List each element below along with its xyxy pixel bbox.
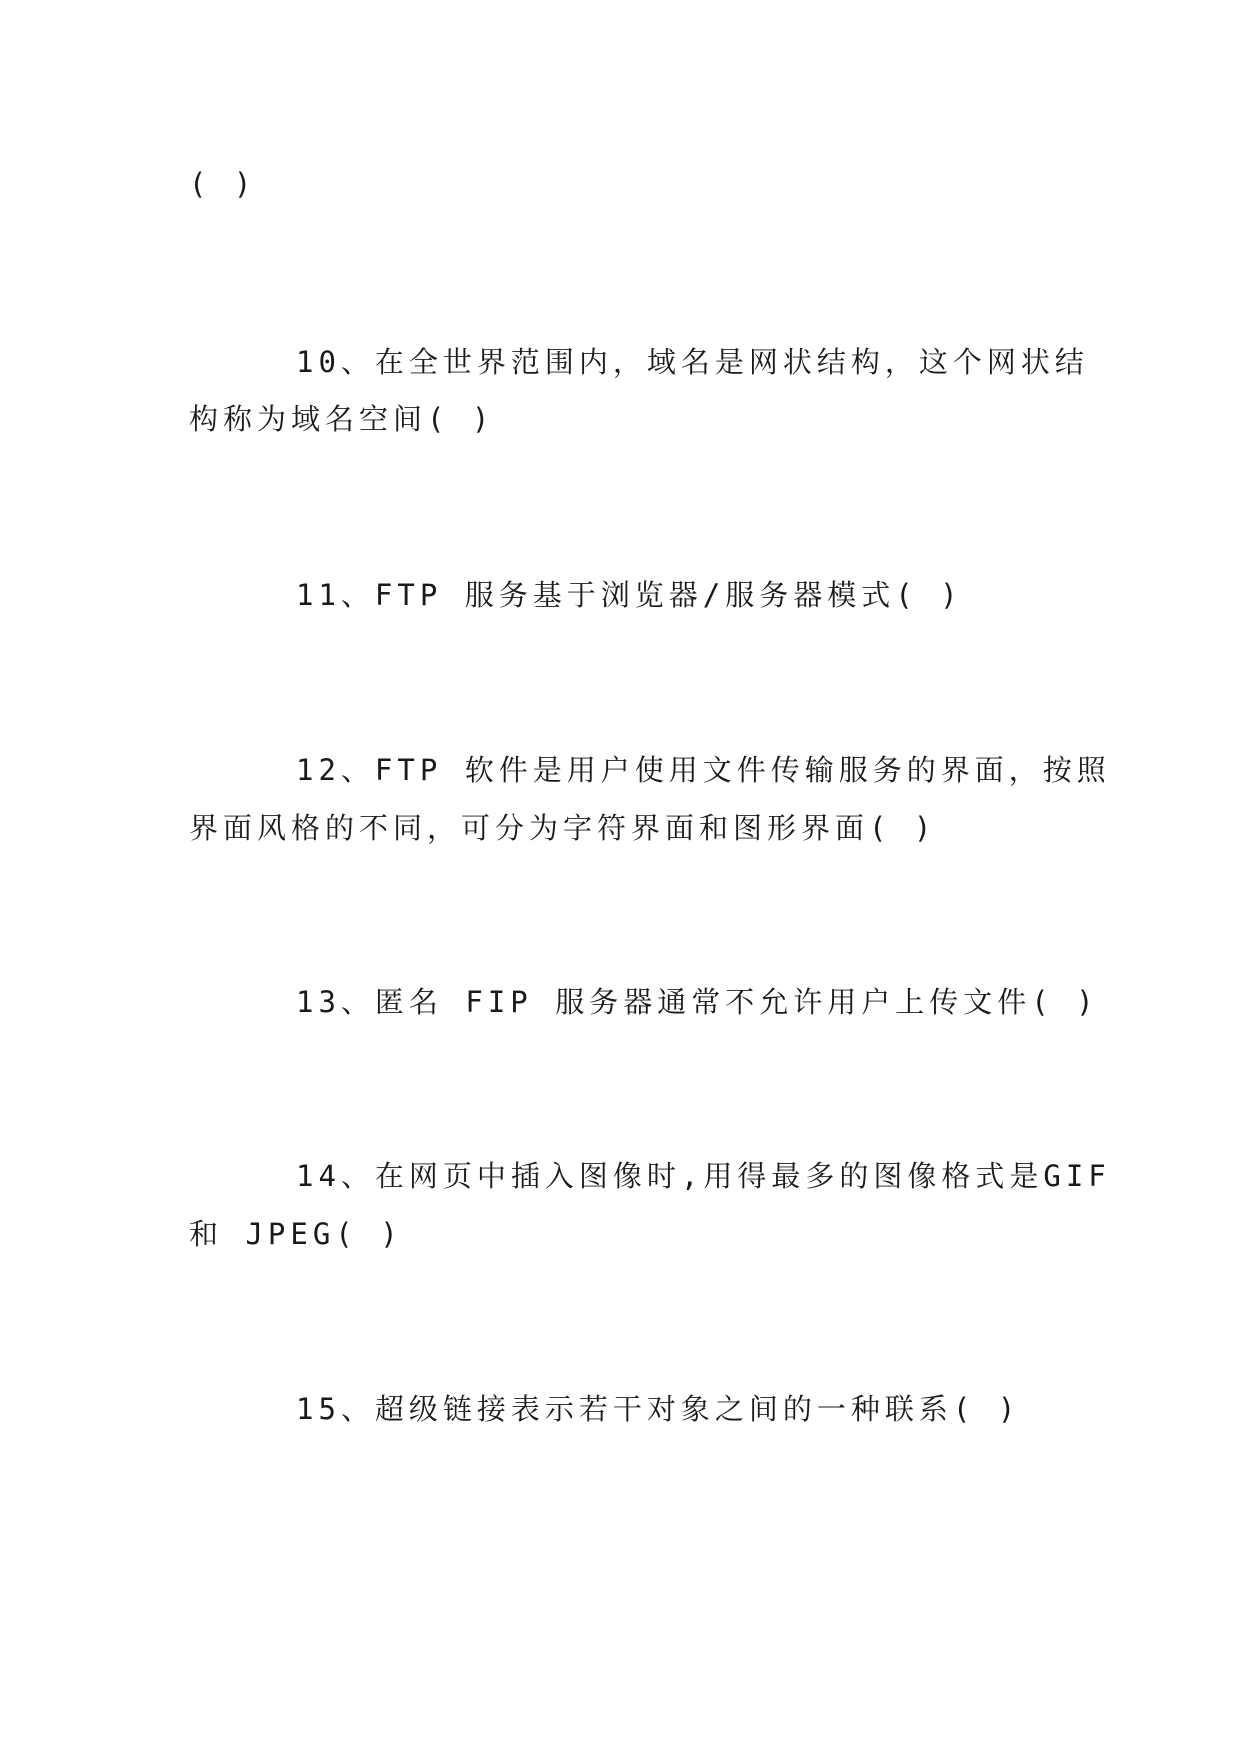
question-11-line-1: 11、FTP 服务基于浏览器/服务器模式( ) [296, 578, 963, 612]
question-12-line-2: 界面风格的不同，可分为字符界面和图形界面( ) [189, 811, 937, 845]
question-10-line-1: 10、在全世界范围内，域名是网状结构，这个网状结 [296, 345, 1089, 379]
answer-blank-q9: ( ) [189, 167, 257, 201]
question-10-line-2: 构称为域名空间( ) [189, 402, 495, 436]
question-12-line-1: 12、FTP 软件是用户使用文件传输服务的界面，按照 [296, 753, 1111, 787]
question-14-line-2: 和 JPEG( ) [189, 1217, 403, 1251]
question-15-line-1: 15、超级链接表示若干对象之间的一种联系( ) [296, 1392, 1021, 1426]
question-13-line-1: 13、匿名 FIP 服务器通常不允许用户上传文件( ) [296, 985, 1099, 1019]
question-14-line-1: 14、在网页中插入图像时,用得最多的图像格式是GIF [296, 1159, 1111, 1193]
